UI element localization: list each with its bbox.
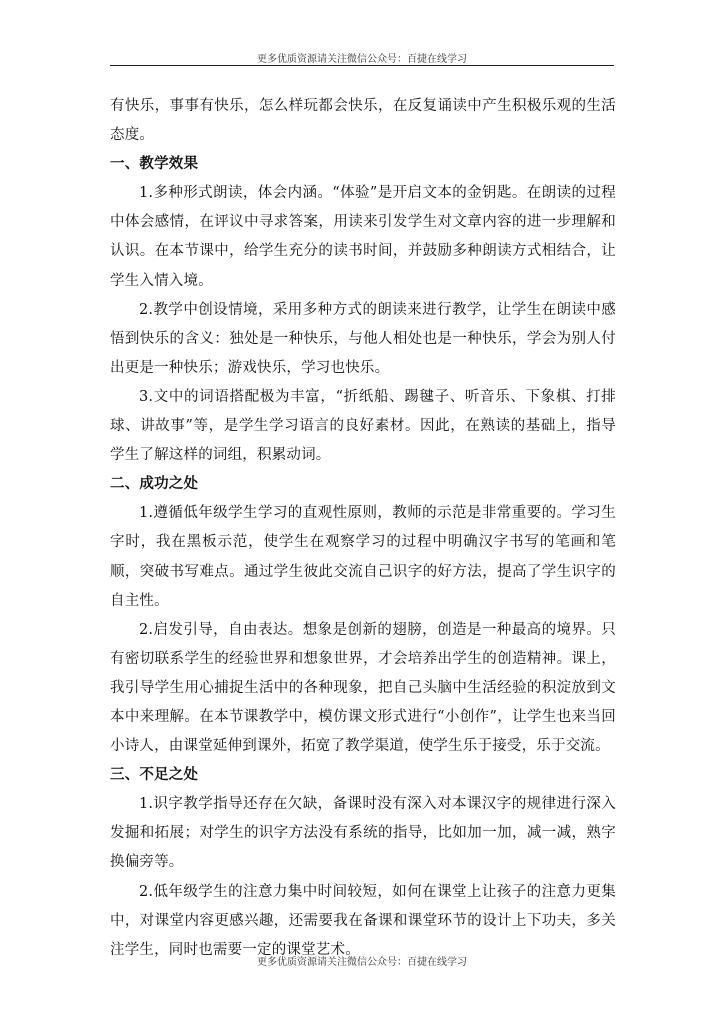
page-footer: 更多优质资源请关注微信公众号：百捷在线学习 (257, 957, 467, 968)
section-heading-shortcomings: 三、不足之处 (110, 767, 199, 784)
paragraph: 2.低年级学生的注意力集中时间较短，如何在课堂上让孩子的注意力更集中，对课堂内容更感兴趣，还需要我在备课和课堂环节的设计上下功夫，多关注学生，同时也需要一定的课堂艺术。 (110, 883, 616, 958)
paragraph: 1.多种形式朗读，体会内涵。“体验”是开启文本的金钥匙。在朗读的过程中体会感情，在评议中寻求答案，用读来引发学生对文章内容的进一步理解和认识。在本节课中，给学生充分的读书时间，并鼓励多种朗读方式相结合，让学生入情入境。 (110, 185, 616, 289)
section-heading-successes: 二、成功之处 (110, 476, 199, 493)
paragraph: 1.遵循低年级学生学习的直观性原则，教师的示范是非常重要的。学习生字时，我在黑板示范，使学生在观察学习的过程中明确汉字书写的笔画和笔顺，突破书写难点。通过学生彼此交流自己识字的好方法，提高了学生识字的自主性。 (110, 505, 616, 609)
intro-paragraph: 有快乐，事事有快乐，怎么样玩都会快乐，在反复诵读中产生积极乐观的生活态度。 (110, 98, 616, 144)
section-heading-teaching-effect: 一、教学效果 (110, 156, 199, 173)
header-divider (110, 65, 614, 66)
paragraph: 2.启发引导，自由表达。想象是创新的翅膀，创造是一种最高的境界。只有密切联系学生的经验世界和想象世界，才会培养出学生的创造精神。课上，我引导学生用心捕捉生活中的各种现象，把自己头脑中生活经验的积淀放到文本中来理解。在本节课教学中，模仿课文形式进行“小创作”，让学生也来当回小诗人，由课堂延伸到课外，拓宽了教学渠道，使学生乐于接受，乐于交流。 (110, 621, 616, 755)
paragraph: 3.文中的词语搭配极为丰富，“折纸船、踢毽子、听音乐、下象棋、打排球、讲故事”等，是学生学习语言的良好素材。因此，在熟读的基础上，指导学生了解这样的词组，积累动词。 (110, 388, 616, 464)
document-body (110, 92, 616, 965)
page-header: 更多优质资源请关注微信公众号：百捷在线学习 (257, 54, 467, 65)
paragraph: 1.识字教学指导还存在欠缺，备课时没有深入对本课汉字的规律进行深入发掘和拓展；对学生的识字方法没有系统的指导，比如加一加，减一减，熟字换偏旁等。 (110, 796, 616, 871)
paragraph: 2.教学中创设情境，采用多种方式的朗读来进行教学，让学生在朗读中感悟到快乐的含义：独处是一种快乐，与他人相处也是一种快乐，学会为别人付出更是一种快乐；游戏快乐，学习也快乐。 (110, 301, 616, 376)
